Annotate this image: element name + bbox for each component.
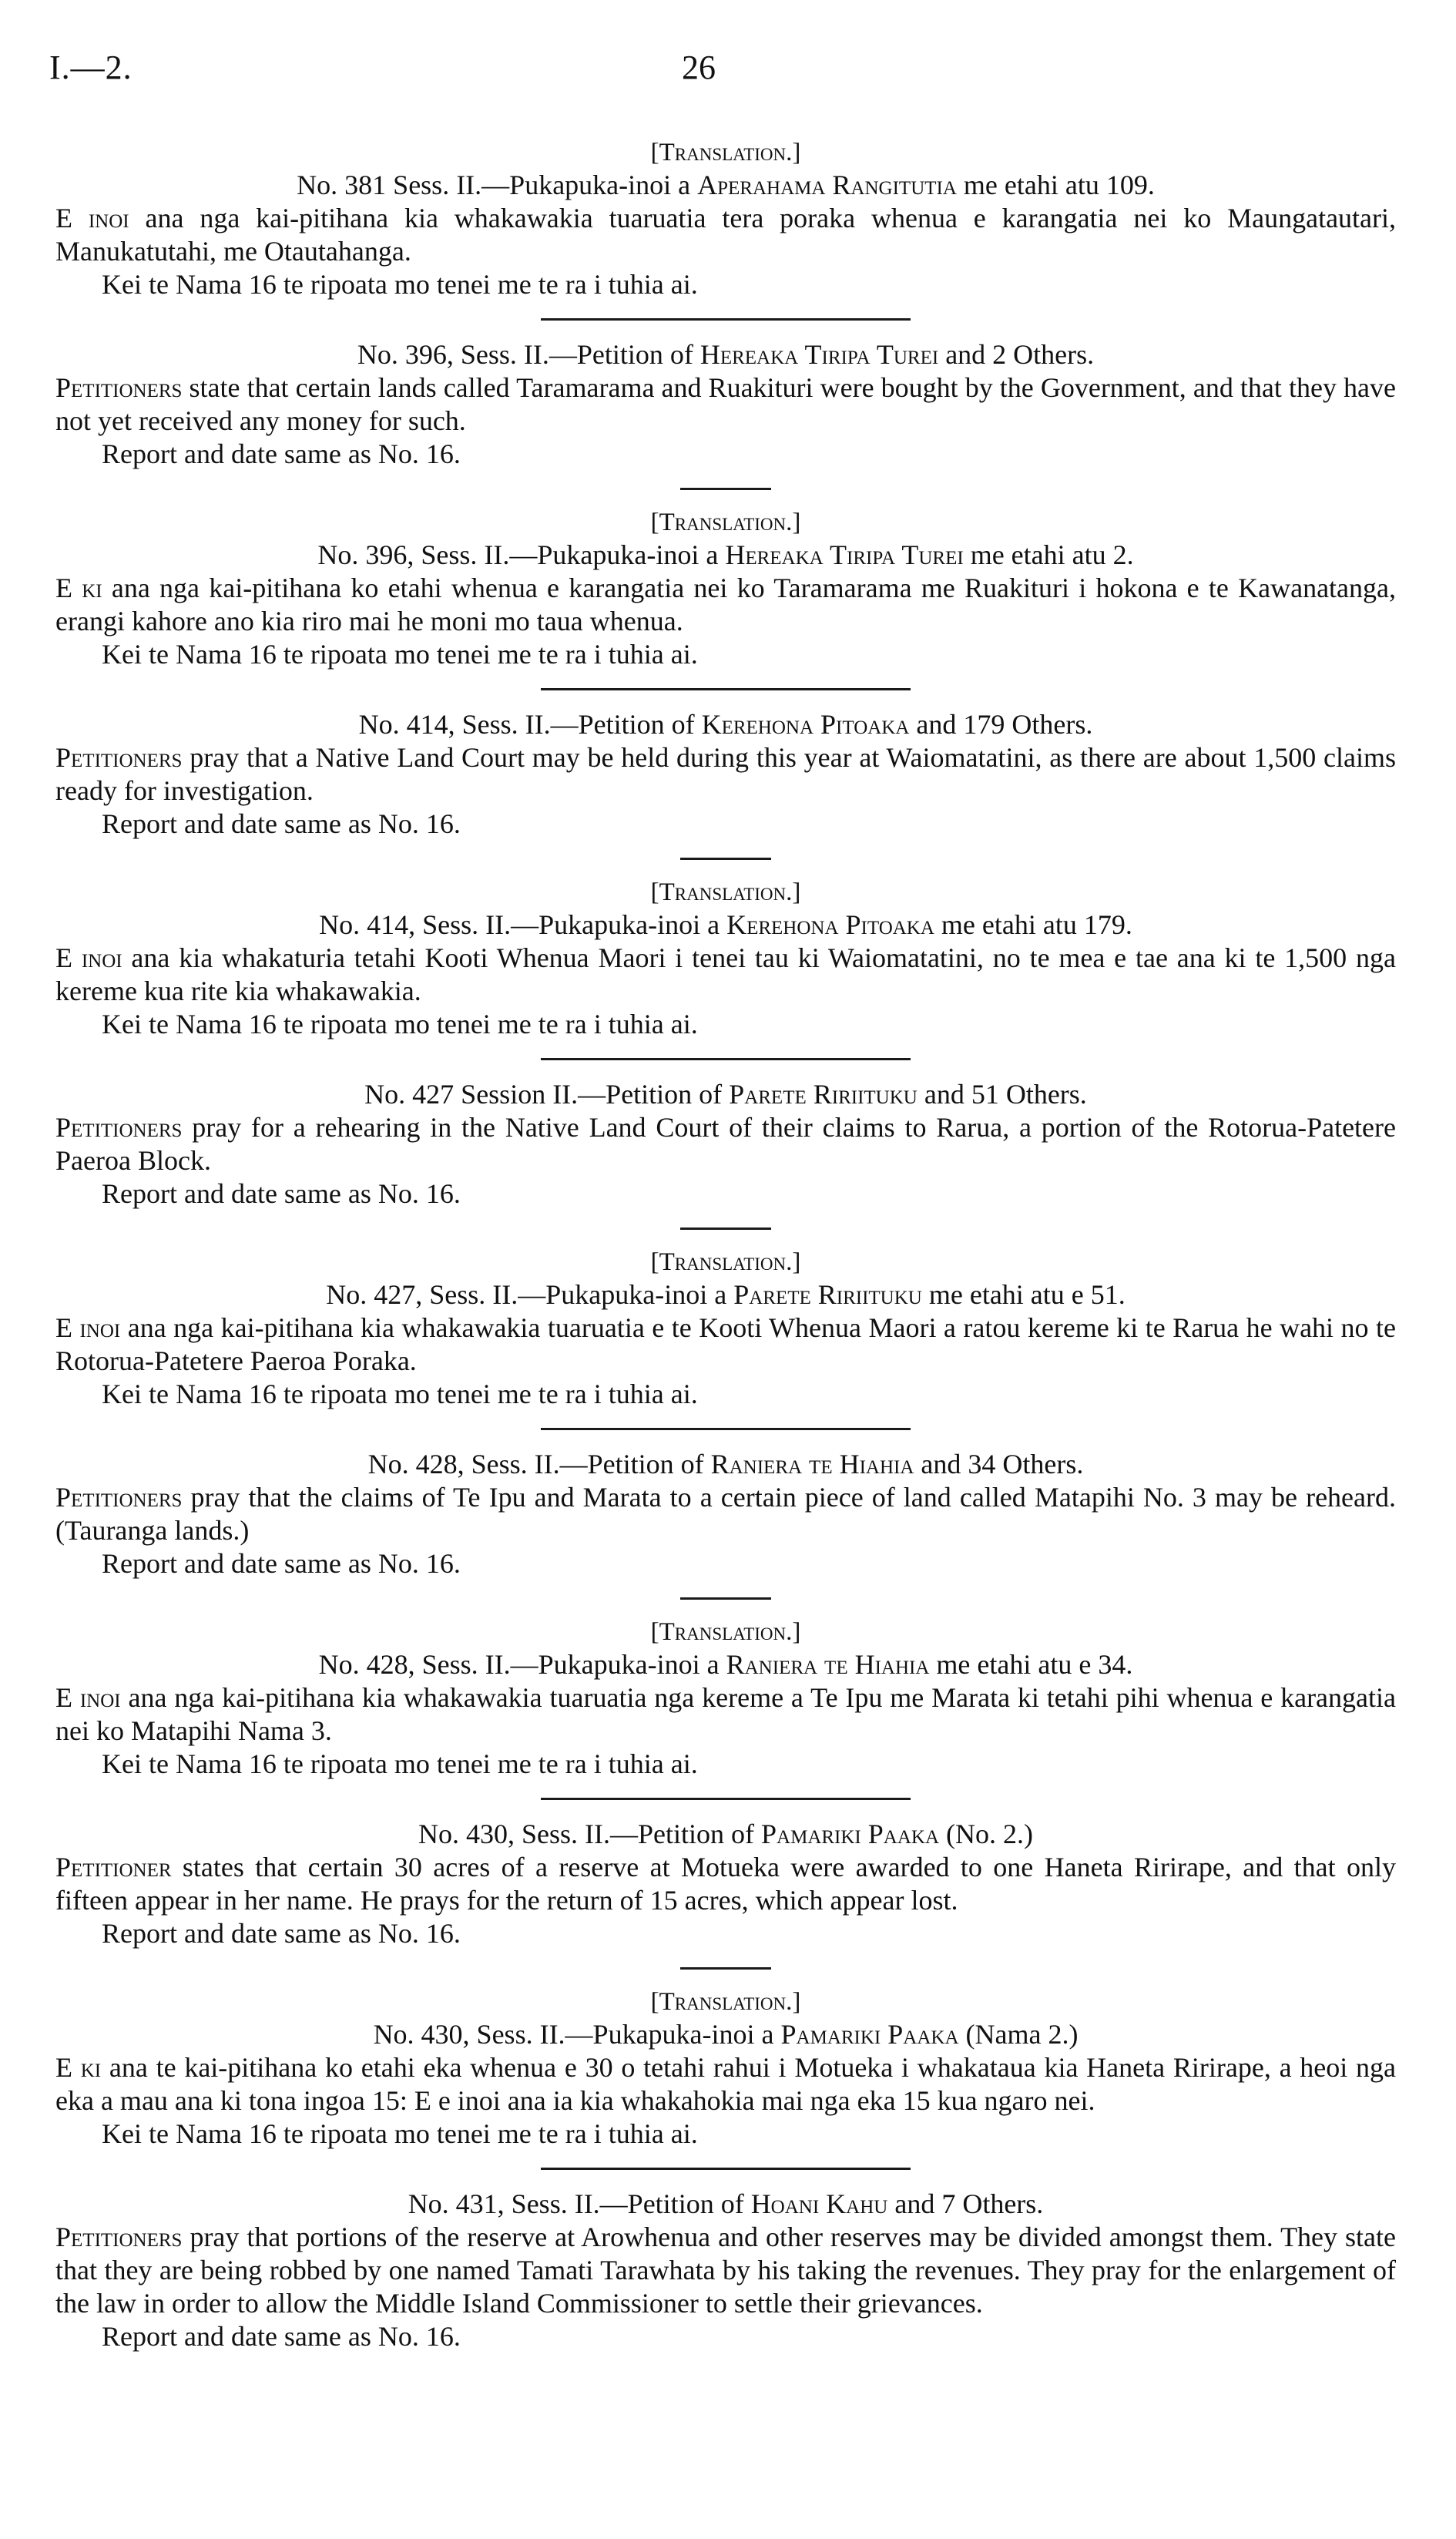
translation-rule (680, 488, 771, 490)
petition-heading: No. 381 Sess. II.—Pukapuka-inoi a Aperahama Rangitutia me etahi atu 109. (297, 170, 1155, 200)
translation-label: [Translation.] (650, 139, 801, 166)
petition-heading: No. 431, Sess. II.—Petition of Hoani Kahu and 7 Others. (408, 2188, 1044, 2219)
section-rule (541, 1428, 911, 1430)
petition-heading: No. 414, Sess. II.—Petition of Kerehona Pitoaka and 179 Others. (358, 709, 1093, 740)
petition-body: E inoi ana kia whakaturia tetahi Kooti Whenua Maori i tenei tau ki Waiomatatini, no te mea e tae ana ki te 1,500 nga kereme kua rite kia whakawakia. (55, 942, 1396, 1006)
petitioner-name: Raniera te Hiahia (726, 1649, 930, 1680)
section-rule (541, 688, 911, 690)
petitioner-name: Parete Ririituku (729, 1079, 918, 1110)
petition-entry (55, 1817, 1396, 1950)
translation-label: [Translation.] (650, 509, 801, 536)
petition-body: Petitioners pray that the claims of Te Ipu and Marata to a certain piece of land called Matapihi No. 3 may be reheard. (Tauranga lands.) (55, 1482, 1396, 1546)
report-line: Kei te Nama 16 te ripoata mo tenei me te ra i tuhia ai. (102, 639, 698, 670)
parliamentary-paper-reference: I.—2. (49, 49, 133, 86)
translation-label: [Translation.] (650, 1988, 801, 2016)
petition-heading: No. 428, Sess. II.—Petition of Raniera te Hiahia and 34 Others. (367, 1449, 1084, 1479)
petition-entry (55, 1617, 1396, 1781)
report-line: Kei te Nama 16 te ripoata mo tenei me te ra i tuhia ai. (102, 269, 698, 300)
report-line: Report and date same as No. 16. (102, 808, 461, 839)
petition-body: Petitioners state that certain lands called Taramarama and Ruakituri were bought by the Government, and that they have not yet received any money for such. (55, 372, 1396, 436)
petition-body: E inoi ana nga kai-pitihana kia whakawakia tuaruatia nga kereme a Te Ipu me Marata ki tetahi pihi whenua e karangatia nei ko Matapihi Nama 3. (55, 1682, 1396, 1746)
report-line: Kei te Nama 16 te ripoata mo tenei me te ra i tuhia ai. (102, 1009, 698, 1039)
petition-body: Petitioner states that certain 30 acres of a reserve at Motueka were awarded to one Haneta Ririrape, and that only fifteen appear in her name. He prays for the return of 15 acres, which appear lost. (55, 1852, 1396, 1916)
section-rule (541, 1798, 911, 1800)
petition-body: E inoi ana nga kai-pitihana kia whakawakia tuaruatia e te Kooti Whenua Maori a ratou kereme ki te Rarua he wahi no te Rotorua-Patetere Paeroa Poraka. (55, 1312, 1396, 1376)
petition-heading: No. 414, Sess. II.—Pukapuka-inoi a Kerehona Pitoaka me etahi atu 179. (319, 909, 1132, 940)
petition-body: E inoi ana nga kai-pitihana kia whakawakia tuaruatia tera poraka whenua e karangatia nei ko Maungatautari, Manukatutahi, me Otautahanga. (55, 203, 1397, 267)
petition-entry (55, 2187, 1396, 2353)
report-line: Report and date same as No. 16. (102, 438, 461, 469)
section-rule (541, 2168, 911, 2170)
petition-heading: No. 427 Session II.—Petition of Parete Ririituku and 51 Others. (364, 1079, 1087, 1110)
petitioner-name: Aperahama Rangitutia (697, 170, 957, 200)
petition-body: Petitioners pray for a rehearing in the Native Land Court of their claims to Rarua, a portion of the Rotorua-Patetere Paeroa Block. (55, 1112, 1396, 1176)
petition-entry (55, 1987, 1396, 2151)
petition-entry (55, 507, 1396, 671)
petition-body: Petitioners pray that portions of the reserve at Arowhenua and other reserves may be divided amongst them. They state that they are being robbed by one named Tamati Tarawhata by his taking the revenues. They pray for the enlargement of the law in order to allow the Middle Island Commissioner to settle their grievances. (55, 2222, 1396, 2319)
translation-rule (680, 1597, 771, 1600)
petition-entry (55, 877, 1396, 1041)
petition-entry (55, 338, 1396, 471)
petitioner-name: Pamariki Paaka (761, 1819, 939, 1849)
translation-label: [Translation.] (650, 878, 801, 906)
petitioner-name: Parete Ririituku (733, 1279, 922, 1310)
petition-entries (55, 137, 1396, 2353)
petition-body: E ki ana nga kai-pitihana ko etahi whenua e karangatia nei ko Taramarama me Ruakituri i hokona e te Kawanatanga, erangi kahore ano kia riro mai he moni mo taua whenua. (55, 573, 1397, 636)
translation-rule (680, 1967, 771, 1970)
petition-heading: No. 396, Sess. II.—Pukapuka-inoi a Hereaka Tiripa Turei me etahi atu 2. (317, 539, 1134, 570)
petition-heading: No. 396, Sess. II.—Petition of Hereaka Tiripa Turei and 2 Others. (357, 339, 1095, 370)
report-line: Kei te Nama 16 te ripoata mo tenei me te ra i tuhia ai. (102, 1379, 698, 1409)
petition-heading: No. 428, Sess. II.—Pukapuka-inoi a Raniera te Hiahia me etahi atu e 34. (318, 1649, 1133, 1680)
report-line: Report and date same as No. 16. (102, 1918, 461, 1949)
petition-heading: No. 430, Sess. II.—Petition of Pamariki Paaka (No. 2.) (418, 1819, 1033, 1849)
petitioner-name: Kerehona Pitoaka (726, 909, 934, 940)
translation-rule (680, 1228, 771, 1230)
section-rule (541, 318, 911, 321)
petition-heading: No. 430, Sess. II.—Pukapuka-inoi a Pamariki Paaka (Nama 2.) (373, 2019, 1079, 2050)
translation-rule (680, 858, 771, 860)
petitioner-name: Raniera te Hiahia (710, 1449, 914, 1479)
report-line: Report and date same as No. 16. (102, 2321, 461, 2352)
petition-entry (55, 1447, 1396, 1580)
petition-entry (55, 707, 1396, 841)
petition-entry (55, 1247, 1396, 1411)
translation-label: [Translation.] (650, 1618, 801, 1646)
petitioner-name: Hoani Kahu (750, 2188, 888, 2219)
translation-label: [Translation.] (650, 1248, 801, 1276)
report-line: Report and date same as No. 16. (102, 1548, 461, 1579)
page-number: 26 (682, 49, 716, 86)
petition-body: Petitioners pray that a Native Land Court may be held during this year at Waiomatatini, as there are about 1,500 claims ready for investigation. (55, 742, 1397, 806)
petition-entry (55, 1077, 1396, 1211)
petitioner-name: Pamariki Paaka (780, 2019, 959, 2050)
petition-entry (55, 137, 1396, 301)
report-line: Kei te Nama 16 te ripoata mo tenei me te ra i tuhia ai. (102, 1748, 698, 1779)
petition-body: E ki ana te kai-pitihana ko etahi eka whenua e 30 o tetahi rahui i Motueka i whakataua kia Haneta Ririrape, a heoi nga eka a mau ana ki tona ingoa 15: E e inoi ana ia kia whakahokia mai nga eka 15 kua ngaro nei. (55, 2052, 1397, 2116)
section-rule (541, 1058, 911, 1060)
petitioner-name: Hereaka Tiripa Turei (725, 539, 964, 570)
report-line: Report and date same as No. 16. (102, 1178, 461, 1209)
petitioner-name: Hereaka Tiripa Turei (699, 339, 939, 370)
petition-heading: No. 427, Sess. II.—Pukapuka-inoi a Parete Ririituku me etahi atu e 51. (326, 1279, 1126, 1310)
petitioner-name: Kerehona Pitoaka (701, 709, 910, 740)
report-line: Kei te Nama 16 te ripoata mo tenei me te ra i tuhia ai. (102, 2118, 698, 2149)
